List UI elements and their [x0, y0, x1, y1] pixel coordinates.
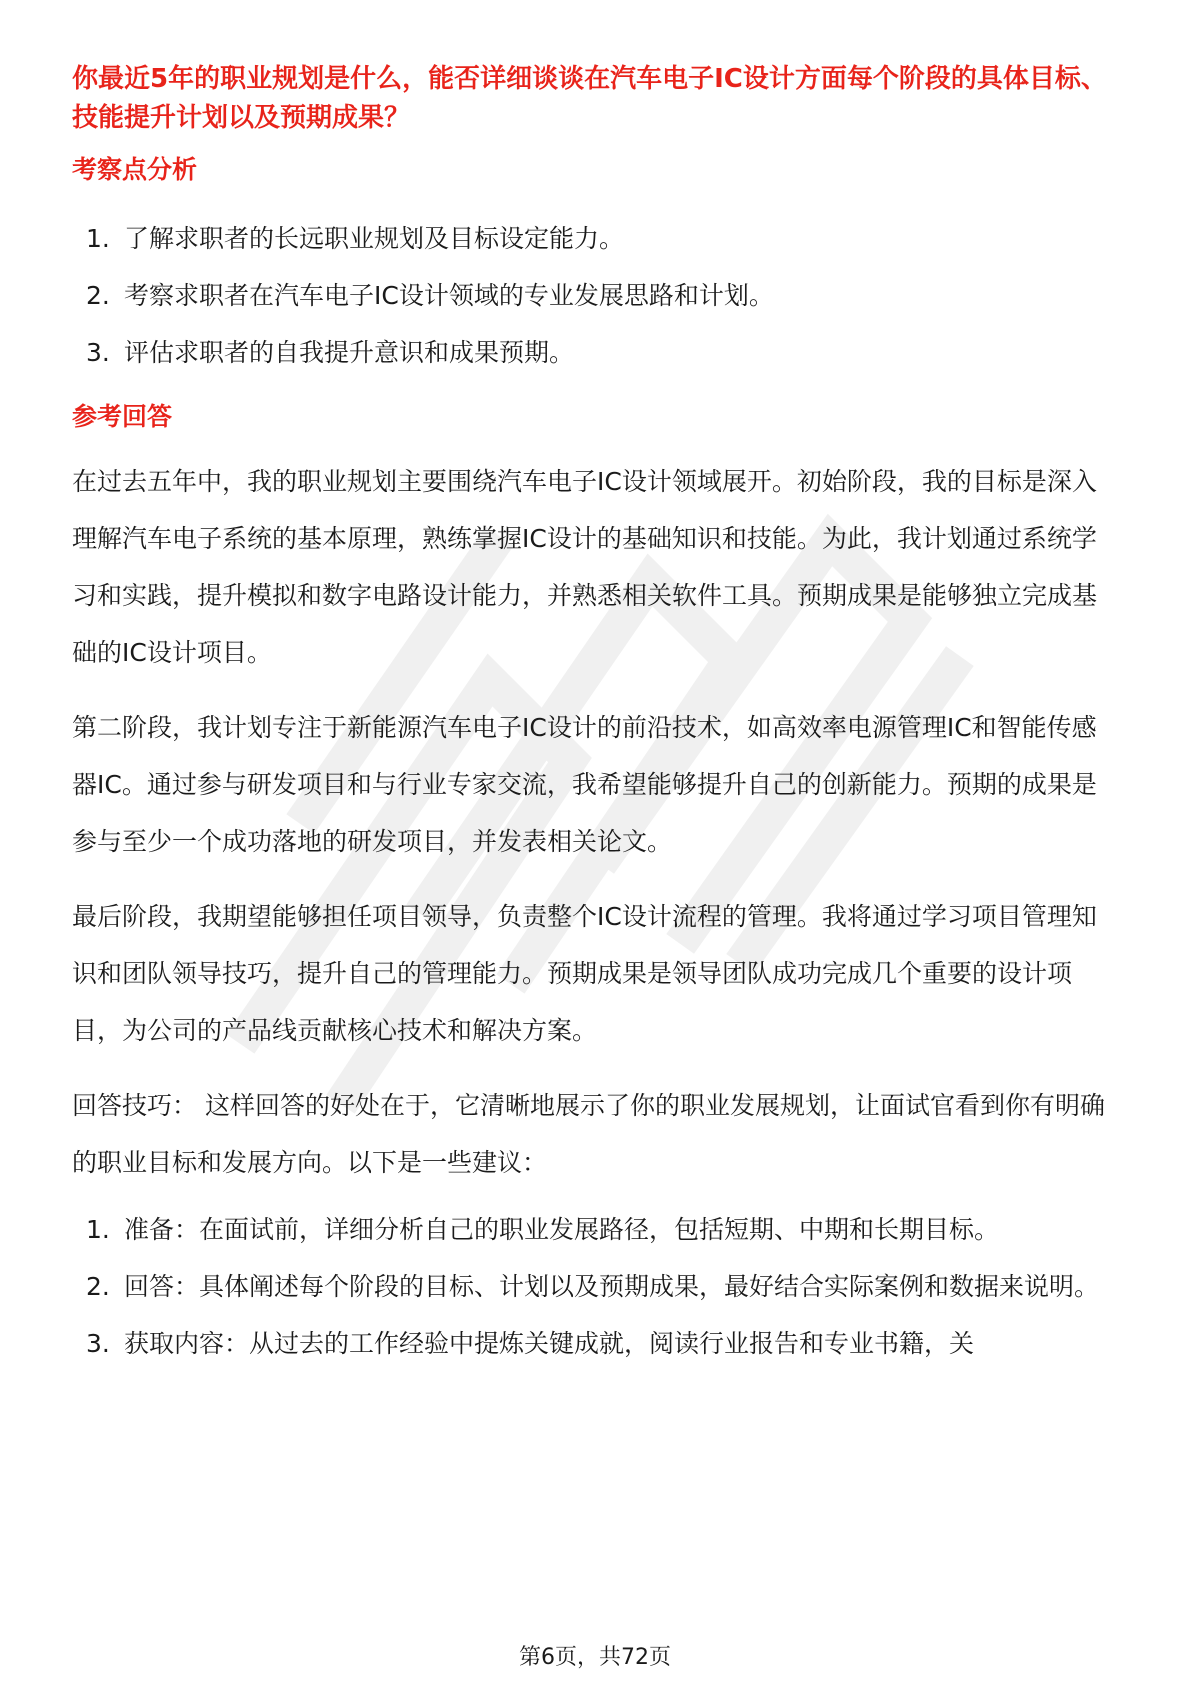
list-item [72, 210, 1120, 267]
list-item [72, 267, 1120, 324]
analysis-list [72, 210, 1120, 381]
list-item-number: 1. [86, 224, 110, 253]
list-item-number: 1. [86, 1215, 110, 1244]
list-item-number: 2. [86, 1272, 110, 1301]
question-heading: 你最近5年的职业规划是什么，能否详细谈谈在汽车电子IC设计方面每个阶段的具体目标、技能提升计划以及预期成果？ [72, 64, 1107, 133]
list-item-text: 评估求职者的自我提升意识和成果预期。 [124, 338, 575, 367]
list-item [72, 1201, 1120, 1258]
page-content [72, 60, 1120, 1372]
answer-tips-intro: 回答技巧： 这样回答的好处在于，它清晰地展示了你的职业发展规划，让面试官看到你有明确的职业目标和发展方向。以下是一些建议： [72, 1091, 1105, 1177]
answer-paragraph: 第二阶段，我计划专注于新能源汽车电子IC设计的前沿技术，如高效率电源管理IC和智能传感器IC。通过参与研发项目和与行业专家交流，我希望能够提升自己的创新能力。预期的成果是参与至少一个成功落地的研发项目，并发表相关论文。 [72, 713, 1097, 856]
list-item-number: 3. [86, 338, 110, 367]
list-item-text: 获取内容：从过去的工作经验中提炼关键成就，阅读行业报告和专业书籍，关 [124, 1329, 975, 1358]
list-item [72, 1258, 1120, 1315]
answer-section-title: 参考回答 [72, 402, 173, 431]
list-item-number: 2. [86, 281, 110, 310]
list-item [72, 1315, 1120, 1372]
list-item-number: 3. [86, 1329, 110, 1358]
answer-paragraph: 最后阶段，我期望能够担任项目领导，负责整个IC设计流程的管理。我将通过学习项目管理知识和团队领导技巧，提升自己的管理能力。预期成果是领导团队成功完成几个重要的设计项目，为公司的产品线贡献核心技术和解决方案。 [72, 902, 1097, 1045]
analysis-section-title: 考察点分析 [72, 155, 198, 184]
list-item-text: 了解求职者的长远职业规划及目标设定能力。 [124, 224, 625, 253]
list-item-text: 考察求职者在汽车电子IC设计领域的专业发展思路和计划。 [124, 281, 774, 310]
list-item-text: 准备：在面试前，详细分析自己的职业发展路径，包括短期、中期和长期目标。 [124, 1215, 1000, 1244]
list-item-text: 回答：具体阐述每个阶段的目标、计划以及预期成果，最好结合实际案例和数据来说明。 [124, 1272, 1100, 1301]
tips-list [72, 1201, 1120, 1372]
list-item [72, 324, 1120, 381]
answer-paragraph: 在过去五年中，我的职业规划主要围绕汽车电子IC设计领域展开。初始阶段，我的目标是深入理解汽车电子系统的基本原理，熟练掌握IC设计的基础知识和技能。为此，我计划通过系统学习和实践，提升模拟和数字电路设计能力，并熟悉相关软件工具。预期成果是能够独立完成基础的IC设计项目。 [72, 467, 1098, 667]
page-footer: 第6页，共72页 [519, 1645, 671, 1670]
